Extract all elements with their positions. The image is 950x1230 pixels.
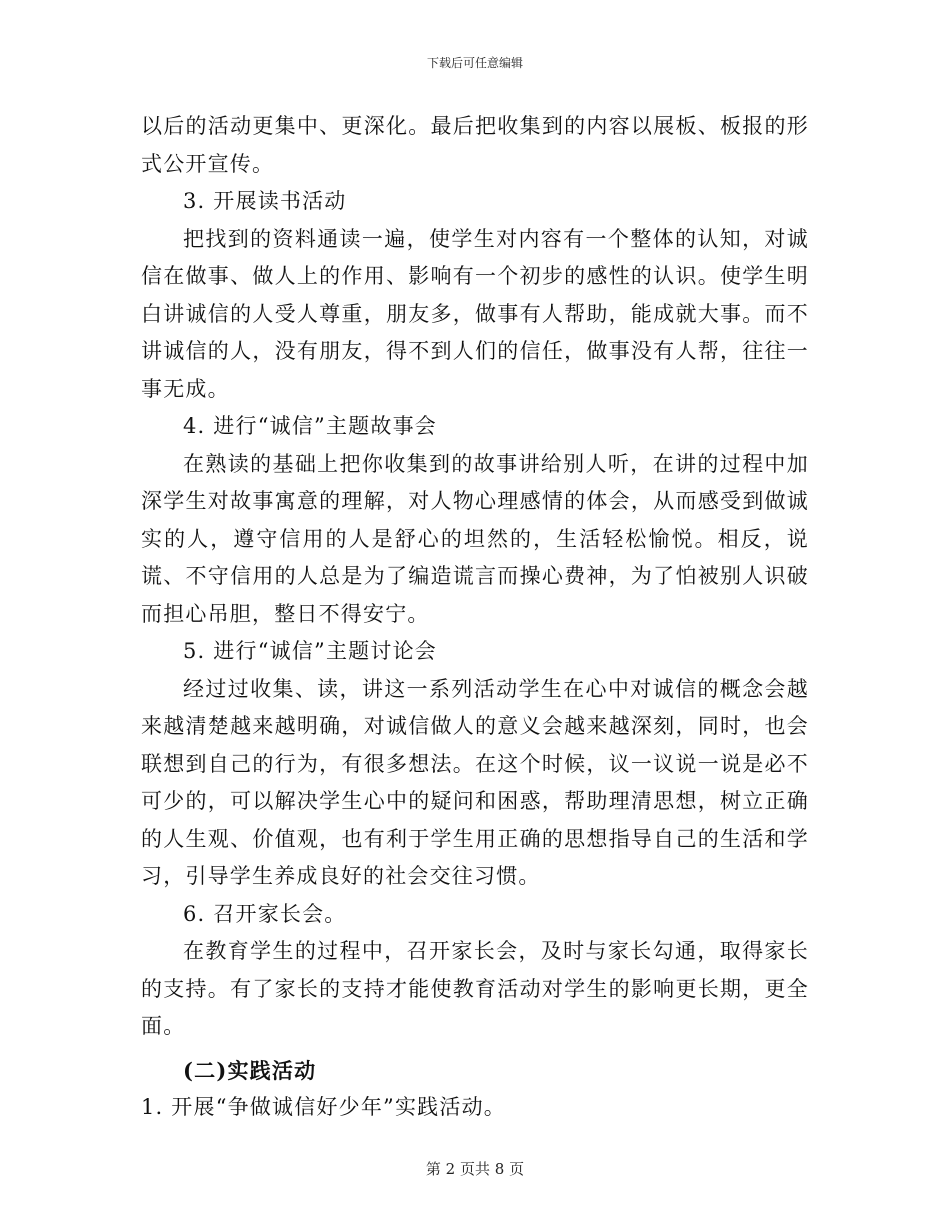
document-body (141, 108, 809, 1127)
heading-practice-1: 1. 开展“争做诚信好少年”实践活动。 (141, 1095, 506, 1119)
heading-3: 3. 开展读书活动 (183, 189, 347, 213)
paragraph-parents: 在教育学生的过程中，召开家长会，及时与家长勾通，取得家长的支持。有了家长的支持才能使教育活动对学生的影响更长期，更全面。 (141, 939, 809, 1038)
heading-4: 4. 进行“诚信”主题故事会 (183, 414, 437, 438)
paragraph-story: 在熟读的基础上把你收集到的故事讲给别人听，在讲的过程中加深学生对故事寓意的理解，对人物心理感情的体会，从而感受到做诚实的人，遵守信用的人是舒心的坦然的，生活轻松愉悦。相反，说谎、不守信用的人总是为了编造谎言而操心费神，为了怕被别人识破而担心吊胆，整日不得安宁。 (141, 451, 809, 626)
paragraph-reading: 把找到的资料通读一遍，使学生对内容有一个整体的认知，对诚信在做事、做人上的作用、影响有一个初步的感性的认识。使学生明白讲诚信的人受人尊重，朋友多，做事有人帮助，能成就大事。而不讲诚信的人，没有朋友，得不到人们的信任，做事没有人帮，往往一事无成。 (141, 226, 809, 401)
paragraph-discussion: 经过过收集、读，讲这一系列活动学生在心中对诚信的概念会越来越清楚越来越明确，对诚信做人的意义会越来越深刻，同时，也会联想到自己的行为，有很多想法。在这个时候，议一议说一说是必不可少的，可以解决学生心中的疑问和困惑，帮助理清思想，树立正确的人生观、价值观，也有利于学生用正确的思想指导自己的生活和学习，引导学生养成良好的社会交往习惯。 (141, 676, 809, 888)
paragraph-continued: 以后的活动更集中、更深化。最后把收集到的内容以展板、板报的形式公开宣传。 (141, 114, 809, 176)
page-footer: 第 2 页共 8 页 (425, 1160, 525, 1178)
heading-6: 6. 召开家长会。 (183, 901, 347, 926)
page-header: 下载后可任意编辑 (426, 56, 523, 70)
heading-5: 5. 进行“诚信”主题讨论会 (183, 639, 437, 663)
section-heading-practice: (二)实践活动 (183, 1057, 317, 1083)
